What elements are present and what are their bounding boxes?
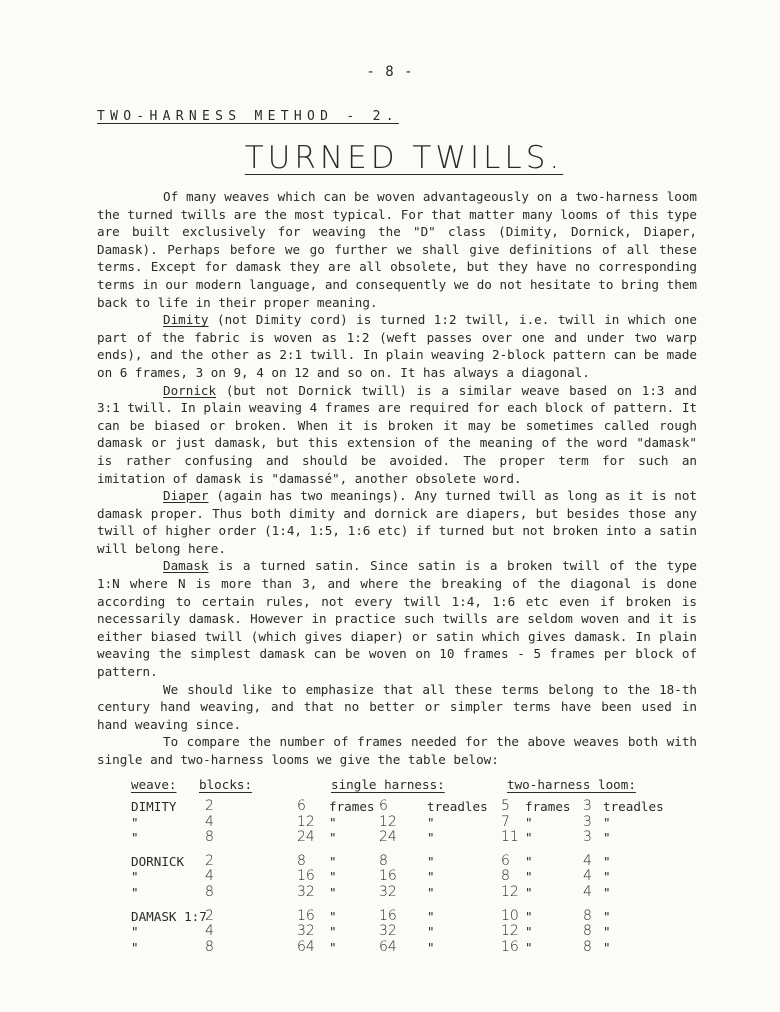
weave-cell: " xyxy=(131,939,139,955)
page-title xyxy=(0,140,780,176)
weave-cell: " xyxy=(131,830,139,846)
two-frames-cell: 5 xyxy=(501,798,510,814)
blocks-cell: 2 xyxy=(205,907,214,924)
two-frames-label: " xyxy=(525,814,533,830)
two-treadles-label: " xyxy=(603,884,611,900)
blocks-cell: 4 xyxy=(205,868,214,885)
paragraph xyxy=(97,557,697,680)
term-dornick: Dornick xyxy=(163,382,217,398)
single-frames-label: " xyxy=(329,939,337,955)
single-frames-cell: 32 xyxy=(297,923,315,940)
two-frames-cell: 6 xyxy=(501,852,510,869)
single-treadles-label: " xyxy=(427,869,435,885)
single-frames-cell: 16 xyxy=(297,868,315,885)
single-frames-label: " xyxy=(329,830,337,846)
two-frames-cell: 11 xyxy=(501,829,519,846)
two-treadles-label: " xyxy=(603,830,611,846)
paragraph-text: (not Dimity cord) is turned 1:2 twill, i.e. twill in which one part of the fabric is woven as 1:2 (weft passes over one and under two warp ends), and the other as 2:1 twill. In plain weaving 2-block pattern can be made on 6 frames, 3 on 9, 4 on 12 and so on. It has always a diagonal. xyxy=(97,312,697,380)
two-frames-label: " xyxy=(525,830,533,846)
blocks-cell: 8 xyxy=(205,829,214,846)
paragraph xyxy=(97,188,697,311)
table-row xyxy=(97,924,697,940)
blocks-cell: 8 xyxy=(205,883,214,900)
two-frames-cell: 16 xyxy=(501,938,519,955)
single-treadles-label: " xyxy=(427,908,435,924)
paragraph xyxy=(97,733,697,768)
paragraph-text: is a turned satin. Since satin is a broken twill of the type 1:N where N is more than 3, and where the breaking of the diagonal is done according to certain rules, not every twill 1:4, 1:6 etc even if broken is necessarily damask. However in practice such twills are seldom woven and it is either biased twill (which gives diaper) or satin which gives damask. In plain weaving the simplest damask can be woven on 10 frames - 5 frames per block of pattern. xyxy=(97,558,697,680)
single-frames-cell: 8 xyxy=(297,852,306,869)
single-frames-label: " xyxy=(329,853,337,869)
paragraph xyxy=(97,382,697,488)
two-treadles-label: treadles xyxy=(603,799,664,814)
two-treadles-label: " xyxy=(603,924,611,940)
weave-cell: " xyxy=(131,884,139,900)
header-two-harness: two-harness loom: xyxy=(507,777,636,792)
two-treadles-cell: 3 xyxy=(583,813,592,830)
two-treadles-cell: 8 xyxy=(583,938,592,955)
single-treadles-label: " xyxy=(427,814,435,830)
two-treadles-label: " xyxy=(603,908,611,924)
two-frames-cell: 7 xyxy=(501,813,510,830)
two-frames-label: " xyxy=(525,939,533,955)
two-treadles-cell: 8 xyxy=(583,907,592,924)
single-frames-cell: 16 xyxy=(297,907,315,924)
page-number: - 8 - xyxy=(366,64,414,80)
table-header xyxy=(97,777,697,799)
table-row xyxy=(97,940,697,956)
blocks-cell: 2 xyxy=(205,798,214,814)
paragraph-text: (but not Dornick twill) is a similar weave based on 1:3 and 3:1 twill. In plain weaving 4 frames are required for each block of pattern. It can be biased or broken. When it is broken it may be sometimes called rough damask or just damask, but this extension of the meaning of the word "damask" is rather confusing and should be avoided. The proper term for such an imitation of damask is "damassé", another obsolete word. xyxy=(97,382,697,486)
header-weave: weave: xyxy=(131,777,177,792)
two-frames-label: " xyxy=(525,924,533,940)
single-treadles-cell: 24 xyxy=(379,829,397,846)
paragraph-text: To compare the number of frames needed for the above weaves both with single and two-harness looms we give the table below: xyxy=(97,734,697,767)
single-frames-label: " xyxy=(329,908,337,924)
two-treadles-cell: 4 xyxy=(583,868,592,885)
frames-table xyxy=(97,777,697,963)
weave-cell: " xyxy=(131,869,139,885)
term-diaper: Diaper xyxy=(163,488,209,504)
two-treadles-cell: 4 xyxy=(583,852,592,869)
weave-cell: DIMITY xyxy=(131,799,177,814)
single-frames-cell: 12 xyxy=(297,813,315,830)
table-body xyxy=(97,799,697,955)
single-frames-cell: 32 xyxy=(297,883,315,900)
single-treadles-cell: 16 xyxy=(379,907,397,924)
single-treadles-cell: 16 xyxy=(379,868,397,885)
two-treadles-label: " xyxy=(603,853,611,869)
weave-cell: DAMASK 1:7 xyxy=(131,908,207,924)
table-group xyxy=(97,799,697,846)
table-group xyxy=(97,909,697,956)
two-treadles-cell: 3 xyxy=(583,829,592,846)
blocks-cell: 2 xyxy=(205,852,214,869)
single-treadles-cell: 32 xyxy=(379,923,397,940)
single-frames-label: " xyxy=(329,884,337,900)
two-treadles-label: " xyxy=(603,939,611,955)
two-frames-label: " xyxy=(525,869,533,885)
single-frames-cell: 24 xyxy=(297,829,315,846)
two-frames-label: " xyxy=(525,853,533,869)
single-treadles-label: " xyxy=(427,939,435,955)
single-frames-label: " xyxy=(329,924,337,940)
two-treadles-label: " xyxy=(603,869,611,885)
term-damask: Damask xyxy=(163,558,209,574)
single-frames-label: frames xyxy=(329,799,375,814)
blocks-cell: 4 xyxy=(205,813,214,830)
table-row xyxy=(97,885,697,901)
two-treadles-cell: 8 xyxy=(583,923,592,940)
paragraph-text: We should like to emphasize that all these terms belong to the 18-th century hand weaving, and that no better or simpler terms have been used in hand weaving since. xyxy=(97,681,697,732)
two-treadles-label: " xyxy=(603,814,611,830)
single-treadles-cell: 6 xyxy=(379,798,388,814)
table-row xyxy=(97,815,697,831)
paragraph xyxy=(97,681,697,734)
table-group xyxy=(97,854,697,901)
two-frames-cell: 8 xyxy=(501,868,510,885)
table-row xyxy=(97,869,697,885)
paragraph xyxy=(97,487,697,557)
single-treadles-cell: 8 xyxy=(379,852,388,869)
section-heading: TWO-HARNESS METHOD - 2. xyxy=(97,109,399,124)
paragraph xyxy=(97,311,697,381)
single-treadles-cell: 12 xyxy=(379,813,397,830)
table-row xyxy=(97,909,697,925)
two-treadles-cell: 4 xyxy=(583,883,592,900)
header-single-harness: single harness: xyxy=(331,777,445,792)
two-frames-cell: 12 xyxy=(501,883,519,900)
blocks-cell: 8 xyxy=(205,938,214,955)
two-frames-label: " xyxy=(525,908,533,924)
single-treadles-label: " xyxy=(427,853,435,869)
single-treadles-label: " xyxy=(427,884,435,900)
blocks-cell: 4 xyxy=(205,923,214,940)
single-frames-label: " xyxy=(329,814,337,830)
single-frames-cell: 64 xyxy=(297,938,315,955)
term-dimity: Dimity xyxy=(163,312,209,328)
weave-cell: " xyxy=(131,924,139,940)
two-frames-label: " xyxy=(525,884,533,900)
single-treadles-label: " xyxy=(427,924,435,940)
single-treadles-label: " xyxy=(427,830,435,846)
paragraph-text: Of many weaves which can be woven advantageously on a two-harness loom the turned twills are the most typical. For that matter many looms of this type are built exclusively for weaving the "D" class (Dimity, Dornick, Diaper, Damask). Perhaps before we go further we shall give definitions of all these terms. Except for damask they are all obsolete, but they have no corresponding terms in our modern language, and consequently we do not hesitate to bring them back to life in their proper meaning. xyxy=(97,189,697,310)
single-frames-cell: 6 xyxy=(297,798,306,814)
table-row xyxy=(97,799,697,815)
single-treadles-cell: 32 xyxy=(379,883,397,900)
table-row xyxy=(97,830,697,846)
two-frames-cell: 10 xyxy=(501,907,519,924)
table-row xyxy=(97,854,697,870)
two-treadles-cell: 3 xyxy=(583,798,592,814)
single-frames-label: " xyxy=(329,869,337,885)
single-treadles-cell: 64 xyxy=(379,938,397,955)
body-text xyxy=(97,188,697,769)
page-title-text: TURNED TWILLS. xyxy=(244,140,564,176)
two-frames-label: frames xyxy=(525,799,571,814)
two-frames-cell: 12 xyxy=(501,923,519,940)
weave-cell: DORNICK xyxy=(131,853,185,869)
header-blocks: blocks: xyxy=(199,777,253,792)
paragraph-text: (again has two meanings). Any turned twill as long as it is not damask proper. Thus both dimity and dornick are diapers, but besides those any twill of higher order (1:4, 1:5, 1:6 etc) if turned but not broken into a satin will belong here. xyxy=(97,488,697,556)
weave-cell: " xyxy=(131,814,139,830)
single-treadles-label: treadles xyxy=(427,799,488,814)
